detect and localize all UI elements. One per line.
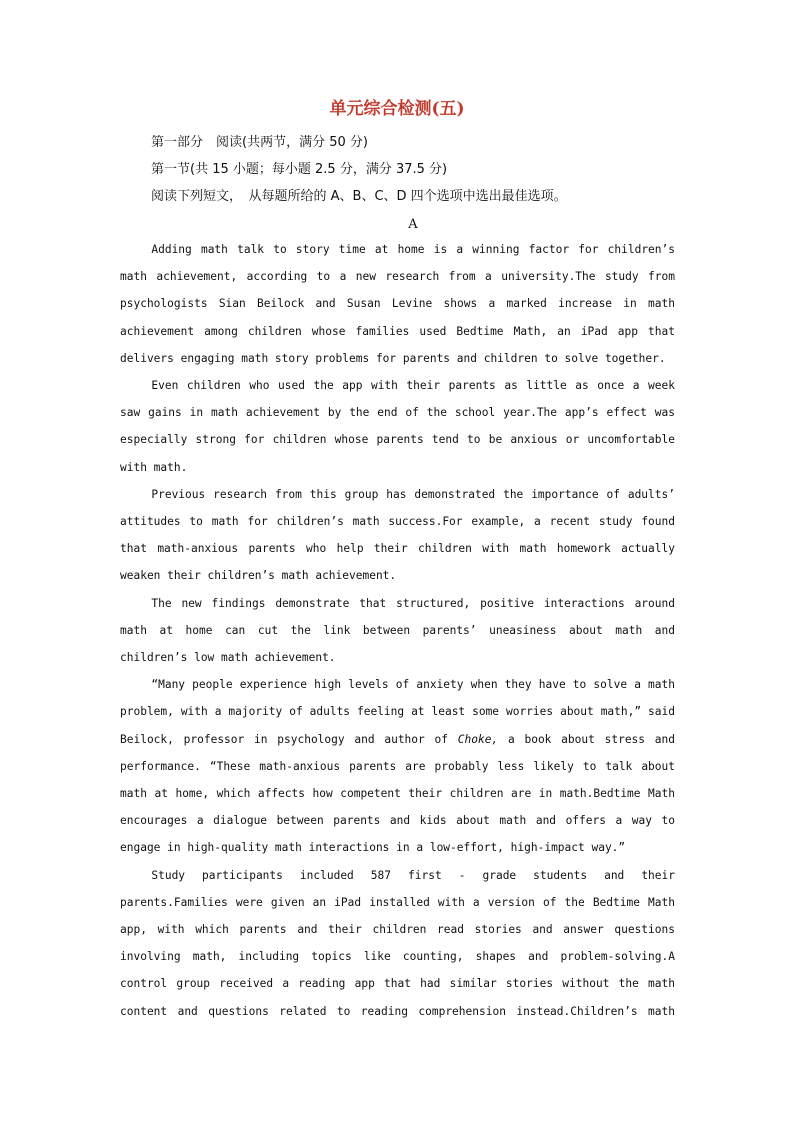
paragraph-4: The new findings demonstrate that structured, positive interactions around math at home can cut the link between parents’ uneasiness about math and children’s low math achievement. bbox=[120, 596, 675, 665]
quote-part-2: a book about stress and performance. “These math-anxious parents are probably less likely to talk about math at home, which affects how competent their children are in math.Bedtime Math encourages a dialogue between parents and kids about math and offers a way to engage in high-quality math interactions in a low-effort, high-impact way.” bbox=[120, 732, 675, 855]
paragraph-1: Adding math talk to story time at home is a winning factor for children’s math achievement, according to a new research from a university.The study from psychologists Sian Beilock and Susan Levine shows a marked increase in math achievement among children whose families used Bedtime Math, an iPad app that delivers engaging math story problems for parents and children to solve together. bbox=[120, 243, 675, 365]
quote-part-1: “Many people experience high levels of anxiety when they have to solve a math problem, with a majority of adults feeling at least some worries about math,” said Beilock, professor in psychology and author of bbox=[120, 678, 675, 746]
instructions-text: 阅读下列短文， 从每题所给的 A、B、C、D 四个选项中选出最佳选项。 bbox=[151, 189, 567, 204]
paragraph-3: Previous research from this group has demonstrated the importance of adults’ attitudes to math for children’s math success.For example, a recent study found that math-anxious parents who help their children with math homework actually weaken their children’s math achievement. bbox=[120, 487, 675, 583]
reading-passage bbox=[120, 236, 675, 1025]
paragraph-5 bbox=[120, 671, 675, 861]
page-title: 单元综合检测(五) bbox=[329, 99, 465, 119]
part-heading: 第一部分 阅读(共两节，满分 50 分) bbox=[151, 135, 368, 150]
passage-label: A bbox=[408, 217, 418, 232]
section-heading: 第一节(共 15 小题；每小题 2.5 分，满分 37.5 分) bbox=[151, 162, 448, 177]
paragraph-2: Even children who used the app with their parents as little as once a week saw gains in math achievement by the end of the school year.The app’s effect was especially strong for children whose parents tend to be anxious or uncomfortable with math. bbox=[120, 379, 675, 474]
book-title: Choke, bbox=[457, 732, 499, 746]
paragraph-6: Study participants included 587 first - grade students and their parents.Families were given an iPad installed with a version of the Bedtime Math app, with which parents and their children read stories and answer questions involving math, including topics like counting, shapes and problem-solving.A control group received a reading app that had similar stories without the math content and questions related to reading comprehension instead.Children’s math bbox=[120, 868, 675, 1018]
